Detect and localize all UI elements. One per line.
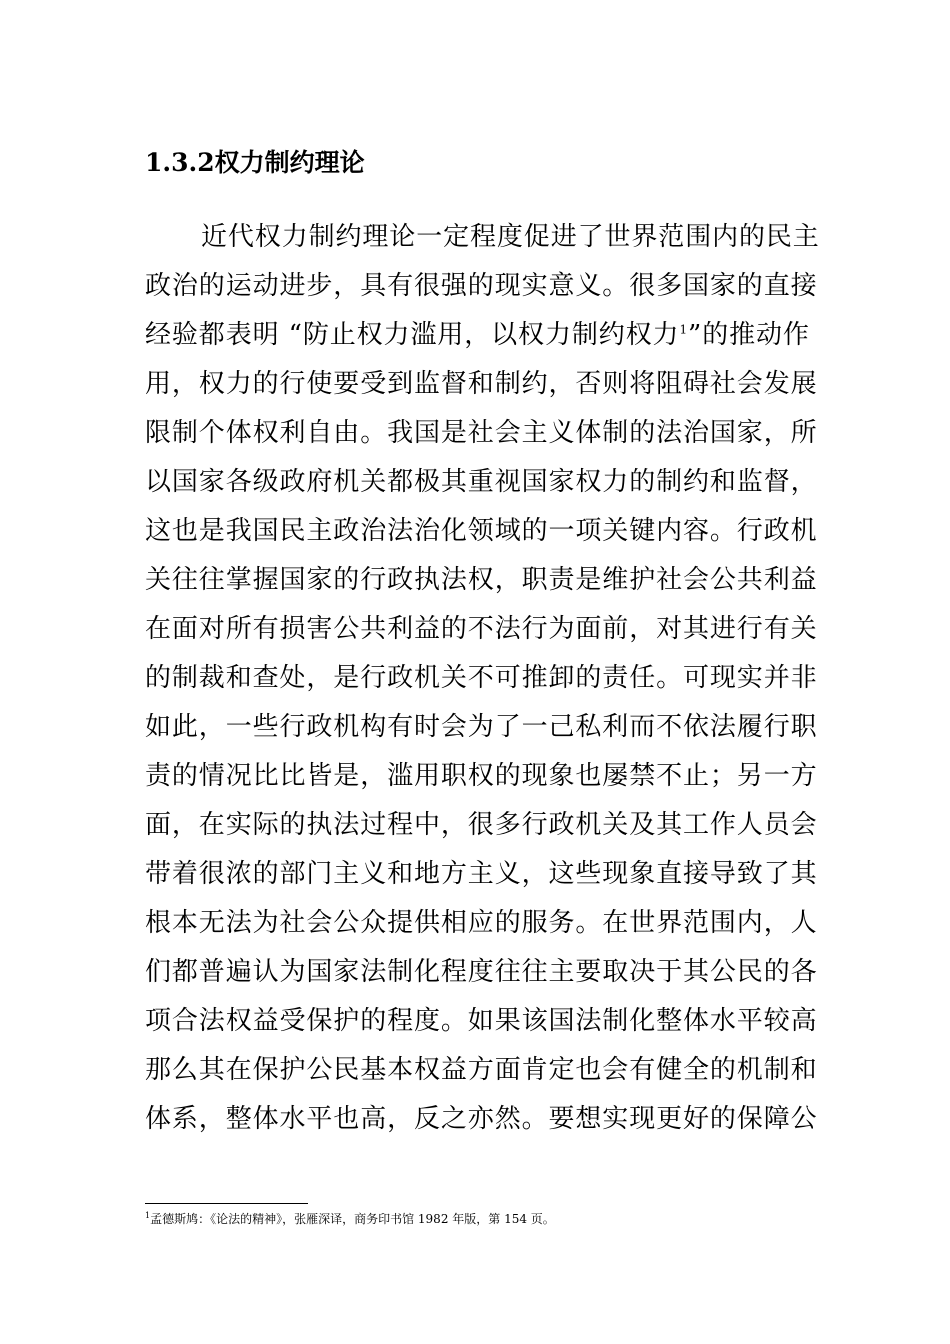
body-line: 政治的运动进步，具有很强的现实意义。很多国家的直接 xyxy=(145,271,818,301)
footnote-mark: 1 xyxy=(145,1211,151,1220)
body-line-with-footnote xyxy=(145,311,825,360)
footnote-reference[interactable]: 1 xyxy=(679,322,689,337)
body-line: 以国家各级政府机关都极其重视国家权力的制约和监督， xyxy=(145,467,818,497)
body-line-part: ”的推动作 xyxy=(688,320,810,350)
footnote xyxy=(145,1210,555,1228)
body-line: 带着很浓的部门主义和地方主义，这些现象直接导致了其 xyxy=(145,859,818,889)
body-line: 们都普遍认为国家法制化程度往往主要取决于其公民的各 xyxy=(145,957,818,987)
body-line: 那么其在保护公民基本权益方面肯定也会有健全的机制和 xyxy=(145,1055,818,1085)
footnote-separator xyxy=(145,1203,308,1204)
body-line: 根本无法为社会公众提供相应的服务。在世界范围内，人 xyxy=(145,908,818,938)
section-heading: 1.3.2权力制约理论 xyxy=(145,148,365,177)
body-line: 面，在实际的执法过程中，很多行政机关及其工作人员会 xyxy=(145,810,818,840)
body-line: 在面对所有损害公共利益的不法行为面前，对其进行有关 xyxy=(145,614,818,644)
body-line: 项合法权益受保护的程度。如果该国法制化整体水平较高 xyxy=(145,1006,818,1036)
body-line: 体系，整体水平也高，反之亦然。要想实现更好的保障公 xyxy=(145,1104,818,1134)
footnote-text: 孟德斯鸠：《论法的精神》，张雁深译，商务印书馆 1982 年版，第 154 页。 xyxy=(150,1212,555,1226)
body-line: 这也是我国民主政治法治化领域的一项关键内容。行政机 xyxy=(145,516,818,546)
body-line-part: 经验都表明 “防止权力滥用，以权力制约权力 xyxy=(145,320,680,350)
body-line: 责的情况比比皆是，滥用职权的现象也屡禁不止；另一方 xyxy=(145,761,818,791)
body-paragraph xyxy=(145,213,825,1144)
body-line: 如此，一些行政机构有时会为了一己私利而不依法履行职 xyxy=(145,712,818,742)
body-line: 关往往掌握国家的行政执法权，职责是维护社会公共利益 xyxy=(145,565,818,595)
body-line: 近代权力制约理论一定程度促进了世界范围内的民主 xyxy=(201,222,820,252)
body-line: 用，权力的行使要受到监督和制约，否则将阻碍社会发展 xyxy=(145,369,818,399)
body-line: 限制个体权利自由。我国是社会主义体制的法治国家，所 xyxy=(145,418,818,448)
body-line: 的制裁和查处，是行政机关不可推卸的责任。可现实并非 xyxy=(145,663,818,693)
